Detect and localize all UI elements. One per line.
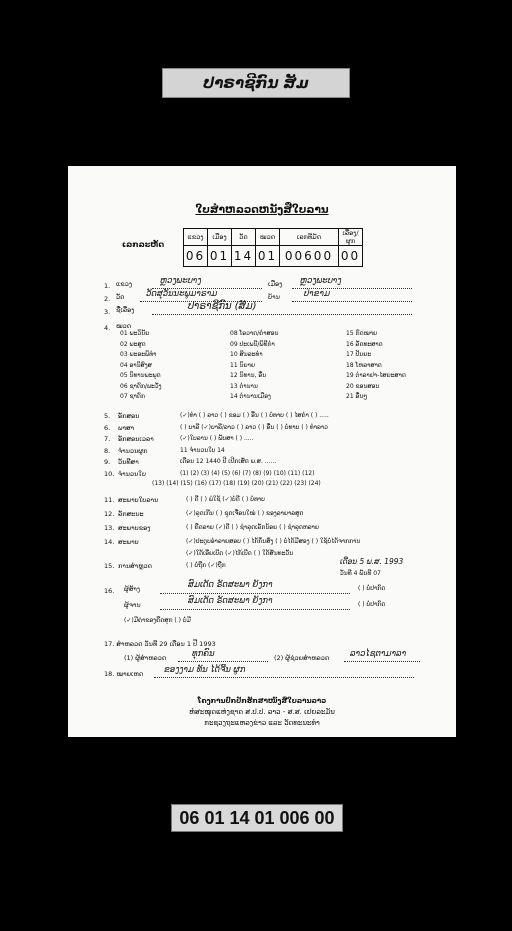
- code-value: 14: [232, 246, 256, 267]
- notes-label: 18. ໝາຍເຫດ: [104, 670, 144, 678]
- code-value: 01: [256, 246, 280, 267]
- feature-options: (✓)ລຸດເກີນ ( ) ຊຸດເຈື່ອນໃໝ່ ( ) ຂອງລາຍາລສູດ: [186, 510, 304, 517]
- code-value: 06: [184, 246, 208, 267]
- fill-line: [160, 609, 350, 610]
- fill-line: [152, 314, 412, 315]
- temple-label: ວັດ: [116, 293, 125, 301]
- form-title: ໃບສຳຫລວດຫນັງສືໃບລານ: [195, 204, 329, 216]
- row-number: 15.: [104, 562, 115, 570]
- title-value: ປາຣາຊີກົນ (ສັມ): [188, 301, 257, 312]
- category-option: 09 ປະເພນີ/ພິທີກຳ: [230, 340, 275, 348]
- archive-code: 06 01 14 01 006 00: [171, 804, 343, 832]
- field-label: ອັກສອນ: [118, 412, 140, 420]
- category-option: 20 ຂອນສອນ: [346, 382, 380, 390]
- code-header: ວັດ: [232, 229, 256, 246]
- owner-options: ( ) ບໍ່ປາກົດ: [358, 585, 386, 592]
- writer-options: ( ) ບໍ່ປາກົດ: [358, 601, 386, 608]
- extra-options: (✓)ມີຄ່າຂອງຄືດສຸກ ( ) ບໍ່ມີ: [124, 617, 191, 624]
- surveyor-value: ທຸກຄົນ: [192, 649, 215, 659]
- row-number: 4.: [104, 324, 111, 332]
- code-value: 00: [339, 246, 363, 267]
- field-label: ພາສາ: [118, 423, 135, 432]
- category-option: 06 ຊາດົກ/ພະວັງ: [120, 382, 162, 390]
- fill-line: [154, 677, 414, 678]
- field-options: (✓)ໃບລານ ( ) ພັບສາ ( ) .....: [180, 435, 254, 442]
- category-option: 17 ປັນຍະ: [346, 351, 372, 358]
- row-number: 8.: [104, 446, 111, 455]
- row-number: 6.: [104, 423, 111, 432]
- code-value: 01: [208, 246, 232, 267]
- code-header: ເລກທີມັດ: [280, 229, 339, 246]
- code-value: 00600: [280, 246, 339, 267]
- field-label: ອັກສອນເວລາ: [118, 435, 154, 443]
- field-label: ສະພາບໃບລານ: [118, 496, 159, 504]
- survey-date-row: 17. ສຳຫລວດ ວັນທີ 29 ເດືອນ 1 ປີ 1993: [104, 640, 216, 648]
- row-number: 7.: [104, 435, 111, 443]
- field-label: ຈຳນວນໃບ: [118, 469, 146, 478]
- category-option: 14 ຕຳນານເມືອງ: [230, 393, 271, 400]
- row-number: 1.: [104, 282, 111, 290]
- code-header: ເລື່ອງ/ຜູກ: [339, 229, 363, 246]
- code-table: [183, 228, 363, 267]
- category-option: 15 ກົດໝາຍ: [346, 330, 378, 337]
- field-options: ( ) ບາລີ (✓)ບາລີ/ລາວ ( ) ລາວ ( ) ອື່ນ ( ) ບໍ່ທາບ ( ) ທຳລາວ: [180, 423, 328, 431]
- category-option: 21 ອື່ນໆ: [346, 393, 368, 400]
- category-option: 04 ອານິສົງສ: [120, 361, 152, 369]
- page-count-row-2: (13) (14) (15) (16) (17) (18) (19) (20) (21) (22) (23) (24): [152, 480, 321, 487]
- condition-options: ( ) ດີ ( ) ພໍໃຊ້ (✓)ບໍ່ດີ ( ) ບໍ່ທາບ: [186, 496, 265, 503]
- field-label: ຈຳນວນຜູກ: [118, 446, 148, 455]
- fill-line: [160, 593, 350, 594]
- temple-value: ວັດສຸວັນນະພູມາຣາມ: [146, 289, 218, 299]
- day-value: ວັນທີ 4 ພັນທີ 07: [340, 570, 381, 577]
- writer-value: ສົມເດັດ ຣັດສະພາ ຍັງກາ: [188, 596, 273, 606]
- district-label: ເມືອງ: [268, 280, 283, 288]
- category-option: 07 ຊາດົກ: [120, 393, 145, 400]
- survey-options: ( ) ບໍ່ຖືກ (✓)ຖືກ: [186, 562, 226, 569]
- category-option: 03 ພະອະພິທຳ: [120, 351, 157, 358]
- footer-line: ກະຊວງຖະແຫລງຂ່າວ ແລະ ວັດທະນະທຳ: [204, 719, 320, 727]
- category-option: 05 ນິທານພະພຸດ: [120, 372, 161, 379]
- fill-line: [292, 301, 412, 302]
- recorder-value: ລາວໄຊຕາມາລາ: [350, 649, 407, 659]
- date-value: ເດືອນ 5 ພ.ສ. 1993: [340, 557, 404, 566]
- row-number: 5.: [104, 412, 111, 420]
- category-option: 13 ຕຳນານ: [230, 382, 258, 390]
- code-header: ເມືອງ: [208, 229, 232, 246]
- district-value: ຫຼວງພະບາງ: [300, 276, 342, 286]
- province-label: ແຂວງ: [116, 280, 132, 288]
- owner-label: ຜູ້ສ້າງ: [124, 585, 141, 593]
- owner-value: ສົມເດັດ ຣັດສະພາ ຍັງກາ: [188, 580, 273, 590]
- field-label: ສະພາບ: [118, 538, 139, 546]
- category-option: 12 ນິທານ, ອື່ນ: [230, 372, 267, 379]
- row-number: 2.: [104, 295, 111, 303]
- title-strip: ປາຣາຊີກົນ ສັມ: [162, 68, 350, 98]
- code-header: ແຂວງ: [184, 229, 208, 246]
- category-option: 10 ສິນລະທຳ: [230, 351, 263, 358]
- state2-options: (✓)ປະຕູບອຳລາຍສອບ ( ) ໄກ້ກິ່ນສົ່ງ ( ) ບໍ່ໄດ້ມີສອງ ( ) ໃຊ້ບໍ່ໄດ້ຈາກການ: [186, 538, 361, 545]
- fill-line: [344, 661, 420, 662]
- category-label: ໝວດ: [116, 322, 132, 330]
- field-options: 11 ຈຳນວນໃບ 14: [180, 446, 225, 454]
- row-number: 9.: [104, 458, 111, 466]
- row-number: 16.: [104, 587, 115, 595]
- row-number: 10.: [104, 469, 115, 478]
- category-option: 11 ນິຍາຍ: [230, 361, 255, 369]
- footer-line: ໂຄງການປົກປັກຮັກສາໜັງສືໃບລານລາວ: [197, 697, 327, 705]
- category-option: 18 ໂຫລາສາດ: [346, 361, 382, 369]
- state-options: ( ) ຄືດລາຍ (✓)ດີ ( ) ຊຳລຸດເລັກນ້ອຍ ( ) ຊຳລຸດຫລາຍ: [186, 524, 320, 531]
- field-options: (✓)ທຳ ( ) ລາວ ( ) ຂອມ ( ) ອື່ນ ( ) ບໍ່ທາບ ( ) ໄສຄຳ ( ) .....: [180, 412, 329, 419]
- code-label: ເລກລະຫັດ: [122, 240, 165, 249]
- fill-line: [178, 661, 268, 662]
- field-label: ລັກສະນະ: [118, 510, 144, 518]
- title-label: ຊື່ເລື່ອງ: [116, 306, 135, 314]
- field-options: (1) (2) (3) (4) (5) (6) (7) (8) (9) (10) (11) (12): [180, 469, 315, 477]
- field-label: ວັນທີສາ: [118, 458, 139, 466]
- code-header: ໝວດ: [256, 229, 280, 246]
- recorder-label: (2) ຜູ້ຊ່ວຍສຳຫລວດ: [274, 654, 330, 662]
- row-number: 13.: [104, 524, 115, 532]
- village-label: ບ້ານ: [268, 293, 280, 301]
- footer-line: ຫໍສະໝຸດແຫ່ງຊາດ ສ.ປ.ປ. ລາວ - ສ.ສ. ເຢຍລະມັນ: [189, 708, 335, 716]
- field-label: ສະພາບຂອງ: [118, 524, 151, 532]
- village-value: ປ່າຂາມ: [304, 289, 330, 299]
- surveyor-label: (1) ຜູ້ສຳຫລວດ: [124, 654, 167, 662]
- category-option: 08 ໂອວາດ/ຄຳສອນ: [230, 330, 279, 337]
- writer-label: ຜູ້ຈານ: [124, 601, 141, 609]
- row-number: 3.: [104, 308, 111, 316]
- row-number: 11.: [104, 496, 115, 504]
- manuscript-survey-form: [68, 166, 456, 737]
- state3-options: (✓)ໃດ້ເອີ່ຍເບີດ (✓)ໄກ້ເບີດ ( ) ໃດ້ສັນທະວັນ: [186, 550, 294, 557]
- row-number: 14.: [104, 538, 115, 546]
- category-option: 16 ລັດທະສາດ: [346, 340, 383, 348]
- row-number: 12.: [104, 510, 115, 518]
- notes-value: ຂອງງາມ ທັນ ໄດ້ຈີ້ນ ຜູກ: [164, 665, 246, 675]
- province-value: ຫຼວງພະບາງ: [160, 276, 202, 286]
- category-option: 19 ຕຳລາຢາ-ໄສຍະສາດ: [346, 372, 406, 379]
- field-label: ການສຳຫຼວດ: [118, 562, 153, 570]
- category-option: 01 ພະວິນັຍ: [120, 330, 150, 337]
- field-options: ເດືອນ 12 1440 ປີ ເປີກເສັດ ພ.ສ. ......: [180, 458, 277, 465]
- category-option: 02 ພະສູດ: [120, 340, 146, 348]
